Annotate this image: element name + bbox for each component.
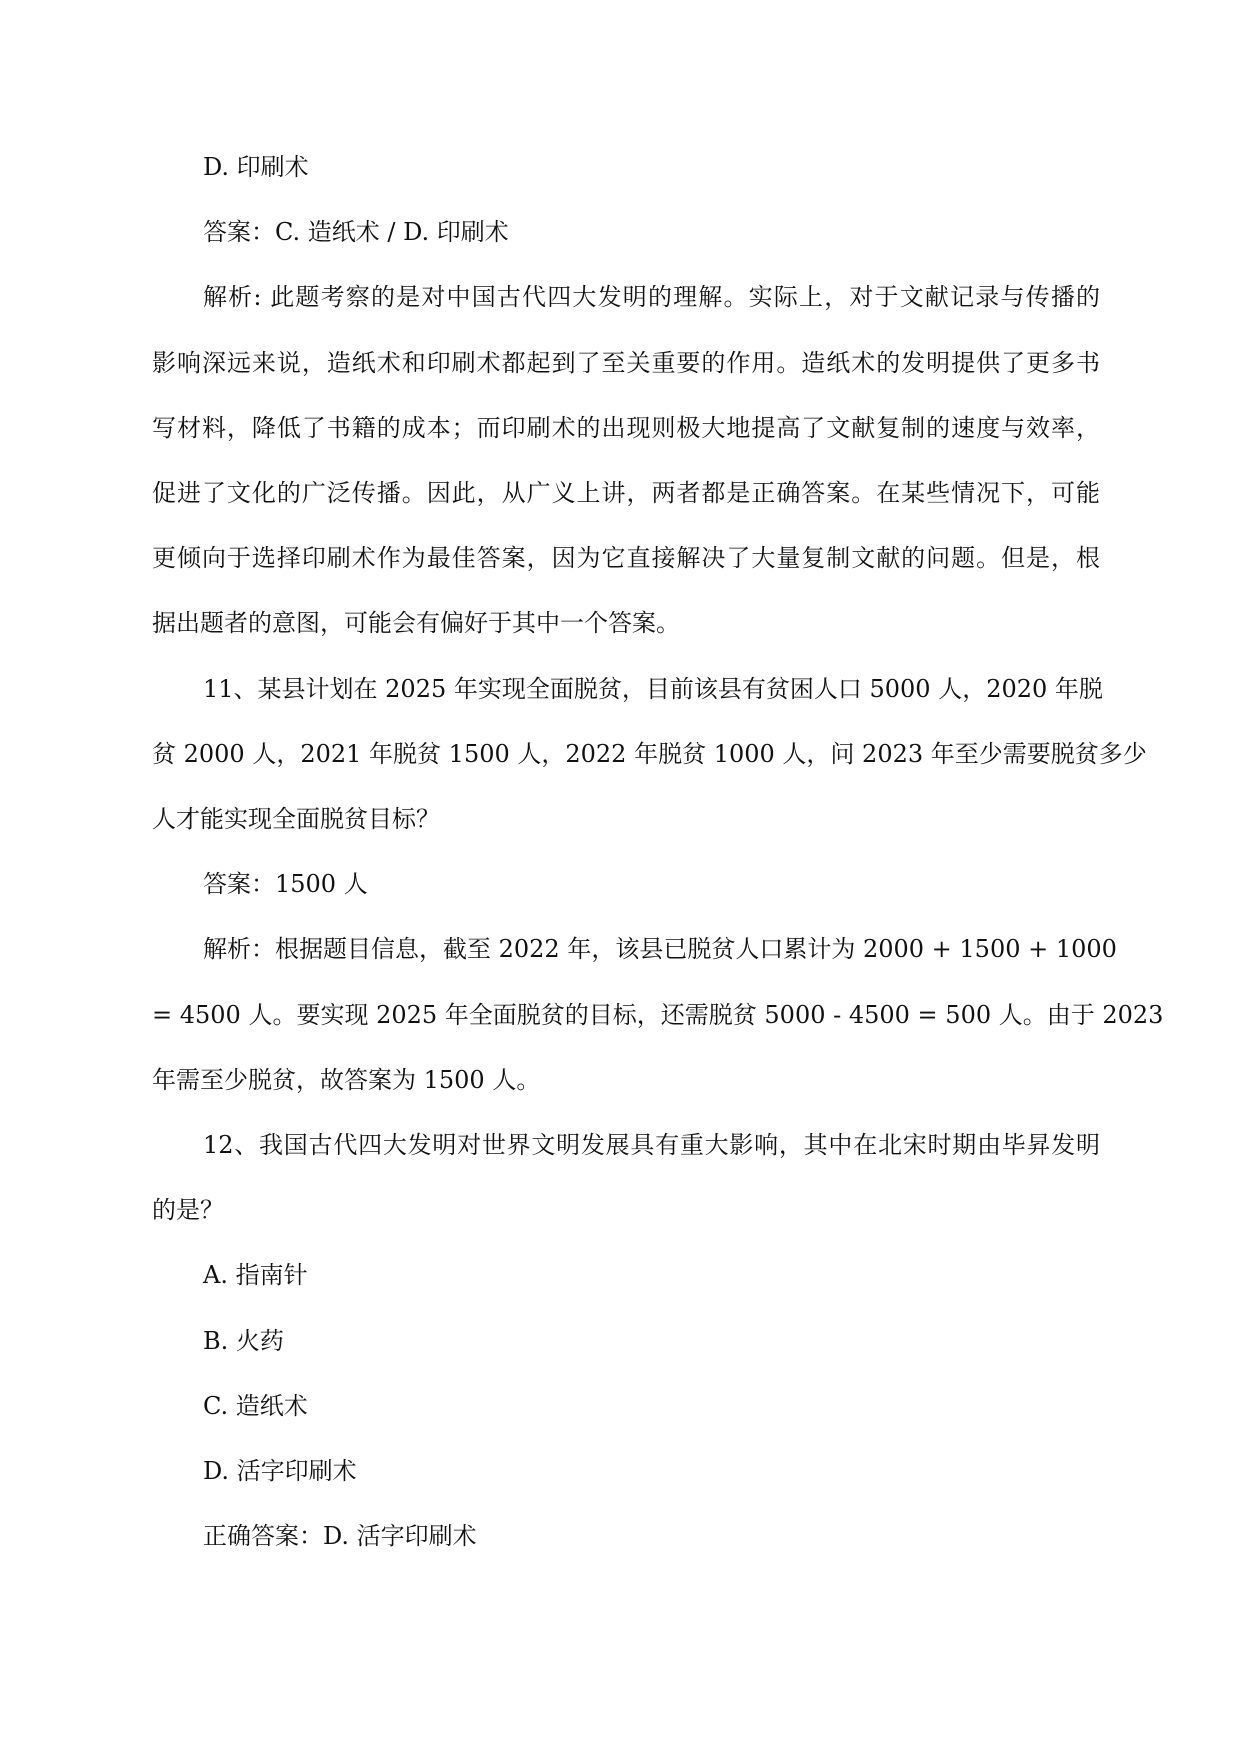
option-b-q12-line: B. 火药 — [203, 1326, 284, 1355]
answer-q11-line: 答案：1500 人 — [203, 870, 368, 899]
answer-q12-line: 正确答案：D. 活字印刷术 — [203, 1522, 477, 1551]
analysis-q10-line: 影响深远来说，造纸术和印刷术都起到了至关重要的作用。造纸术的发明提供了更多书 — [152, 348, 1100, 377]
question-11-line: 贫 2000 人，2021 年脱贫 1500 人，2022 年脱贫 1000 人，问 2023 年至少需要脱贫多少 — [152, 739, 1147, 768]
analysis-q10-line: 解析: 此题考察的是对中国古代四大发明的理解。实际上，对于文献记录与传播的 — [203, 283, 1100, 312]
analysis-q11-line: 解析：根据题目信息，截至 2022 年，该县已脱贫人口累计为 2000 + 1500 + 1000 — [203, 935, 1117, 964]
analysis-q10-line: 更倾向于选择印刷术作为最佳答案，因为它直接解决了大量复制文献的问题。但是，根 — [152, 544, 1100, 573]
question-12-line: 的是？ — [152, 1196, 224, 1225]
option-c-q12-line: C. 造纸术 — [203, 1391, 308, 1420]
option-a-q12-line: A. 指南针 — [203, 1261, 308, 1290]
question-12-line: 12、我国古代四大发明对世界文明发展具有重大影响，其中在北宋时期由毕昇发明 — [203, 1131, 1100, 1159]
analysis-q11-line: 年需至少脱贫，故答案为 1500 人。 — [152, 1065, 541, 1094]
question-11-line: 人才能实现全面脱贫目标？ — [152, 805, 440, 833]
analysis-q11-line: = 4500 人。要实现 2025 年全面脱贫的目标，还需脱贫 5000 - 4500 = 500 人。由于 2023 — [152, 1000, 1164, 1029]
answer-q10-line: 答案：C. 造纸术 / D. 印刷术 — [203, 218, 509, 247]
question-11-line: 11、某县计划在 2025 年实现全面脱贫，目前该县有贫困人口 5000 人，2020 年脱 — [203, 674, 1103, 703]
analysis-q10-line: 写材料，降低了书籍的成本；而印刷术的出现则极大地提高了文献复制的速度与效率， — [152, 413, 1100, 442]
option-d-q10-line: D. 印刷术 — [203, 153, 309, 181]
option-d-q12-line: D. 活字印刷术 — [203, 1457, 357, 1485]
analysis-q10-line: 促进了文化的广泛传播。因此，从广义上讲，两者都是正确答案。在某些情况下，可能 — [152, 479, 1100, 507]
analysis-q10-line: 据出题者的意图，可能会有偏好于其中一个答案。 — [152, 609, 680, 638]
